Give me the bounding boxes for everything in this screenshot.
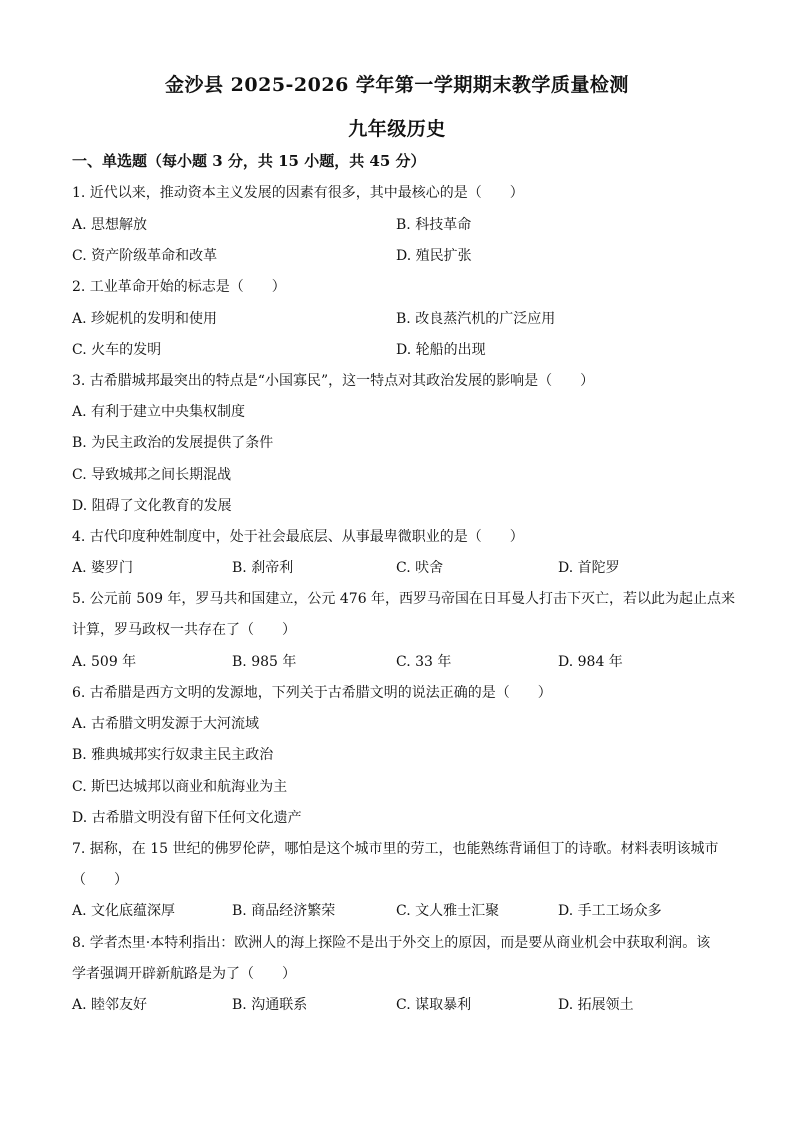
question-3-option-a: A. 有利于建立中央集权制度	[72, 404, 246, 420]
question-7-option-b: B. 商品经济繁荣	[232, 903, 336, 919]
question-2-option-a: A. 珍妮机的发明和使用	[72, 311, 218, 327]
question-6-option-c: C. 斯巴达城邦以商业和航海业为主	[72, 779, 288, 795]
question-8-option-d: D. 拓展领土	[558, 997, 634, 1013]
question-5-stem-line-1: 5. 公元前 509 年，罗马共和国建立，公元 476 年，西罗马帝国在日耳曼人打击下灭亡，若以此为起止点来	[72, 591, 736, 607]
question-1-option-b: B. 科技革命	[396, 217, 472, 233]
question-4-option-a: A. 婆罗门	[72, 560, 134, 576]
question-7-option-d: D. 手工工场众多	[558, 903, 662, 919]
question-8-option-a: A. 睦邻友好	[72, 997, 148, 1013]
exam-subject: 九年级历史	[348, 118, 446, 140]
question-6-stem: 6. 古希腊是西方文明的发源地，下列关于古希腊文明的说法正确的是（ ）	[72, 685, 552, 701]
question-4-option-c: C. 吠舍	[396, 560, 444, 576]
question-7-option-a: A. 文化底蕴深厚	[72, 903, 176, 919]
question-6-option-d: D. 古希腊文明没有留下任何文化遗产	[72, 810, 302, 826]
question-2-option-c: C. 火车的发明	[72, 342, 162, 358]
question-2-stem: 2. 工业革命开始的标志是（ ）	[72, 279, 286, 295]
question-3-stem: 3. 古希腊城邦最突出的特点是“小国寡民”，这一特点对其政治发展的影响是（ ）	[72, 373, 595, 389]
question-8-stem-line-2: 学者强调开辟新航路是为了（ ）	[72, 966, 296, 982]
question-5-option-b: B. 985 年	[232, 654, 297, 670]
question-4-stem: 4. 古代印度种姓制度中，处于社会最底层、从事最卑微职业的是（ ）	[72, 529, 524, 545]
question-6-option-a: A. 古希腊文明发源于大河流域	[72, 716, 260, 732]
question-6-option-b: B. 雅典城邦实行奴隶主民主政治	[72, 747, 274, 763]
question-4-option-d: D. 首陀罗	[558, 560, 620, 576]
question-2-option-d: D. 轮船的出现	[396, 342, 486, 358]
question-3-option-b: B. 为民主政治的发展提供了条件	[72, 435, 274, 451]
question-1-stem: 1. 近代以来，推动资本主义发展的因素有很多，其中最核心的是（ ）	[72, 185, 524, 201]
question-5-option-d: D. 984 年	[558, 654, 623, 670]
question-5-option-c: C. 33 年	[396, 654, 452, 670]
exam-title: 金沙县 2025-2026 学年第一学期期末教学质量检测	[165, 74, 629, 96]
question-7-stem-line-2: （ ）	[72, 872, 128, 888]
question-5-option-a: A. 509 年	[72, 654, 137, 670]
question-1-option-c: C. 资产阶级革命和改革	[72, 248, 218, 264]
question-7-option-c: C. 文人雅士汇聚	[396, 903, 500, 919]
question-3-option-d: D. 阻碍了文化教育的发展	[72, 498, 232, 514]
question-1-option-d: D. 殖民扩张	[396, 248, 472, 264]
section-heading: 一、单选题（每小题 3 分，共 15 小题，共 45 分）	[72, 152, 426, 170]
question-8-stem-line-1: 8. 学者杰里·本特利指出：欧洲人的海上探险不是出于外交上的原因，而是要从商业机会中获取利润。该	[72, 935, 711, 951]
question-8-option-c: C. 谋取暴利	[396, 997, 472, 1013]
question-4-option-b: B. 刹帝利	[232, 560, 294, 576]
question-5-stem-line-2: 计算，罗马政权一共存在了（ ）	[72, 622, 296, 638]
question-7-stem-line-1: 7. 据称，在 15 世纪的佛罗伦萨，哪怕是这个城市里的劳工，也能熟练背诵但丁的诗歌。材料表明该城市	[72, 841, 719, 857]
question-1-option-a: A. 思想解放	[72, 217, 148, 233]
question-8-option-b: B. 沟通联系	[232, 997, 308, 1013]
question-3-option-c: C. 导致城邦之间长期混战	[72, 467, 232, 483]
question-2-option-b: B. 改良蒸汽机的广泛应用	[396, 311, 556, 327]
